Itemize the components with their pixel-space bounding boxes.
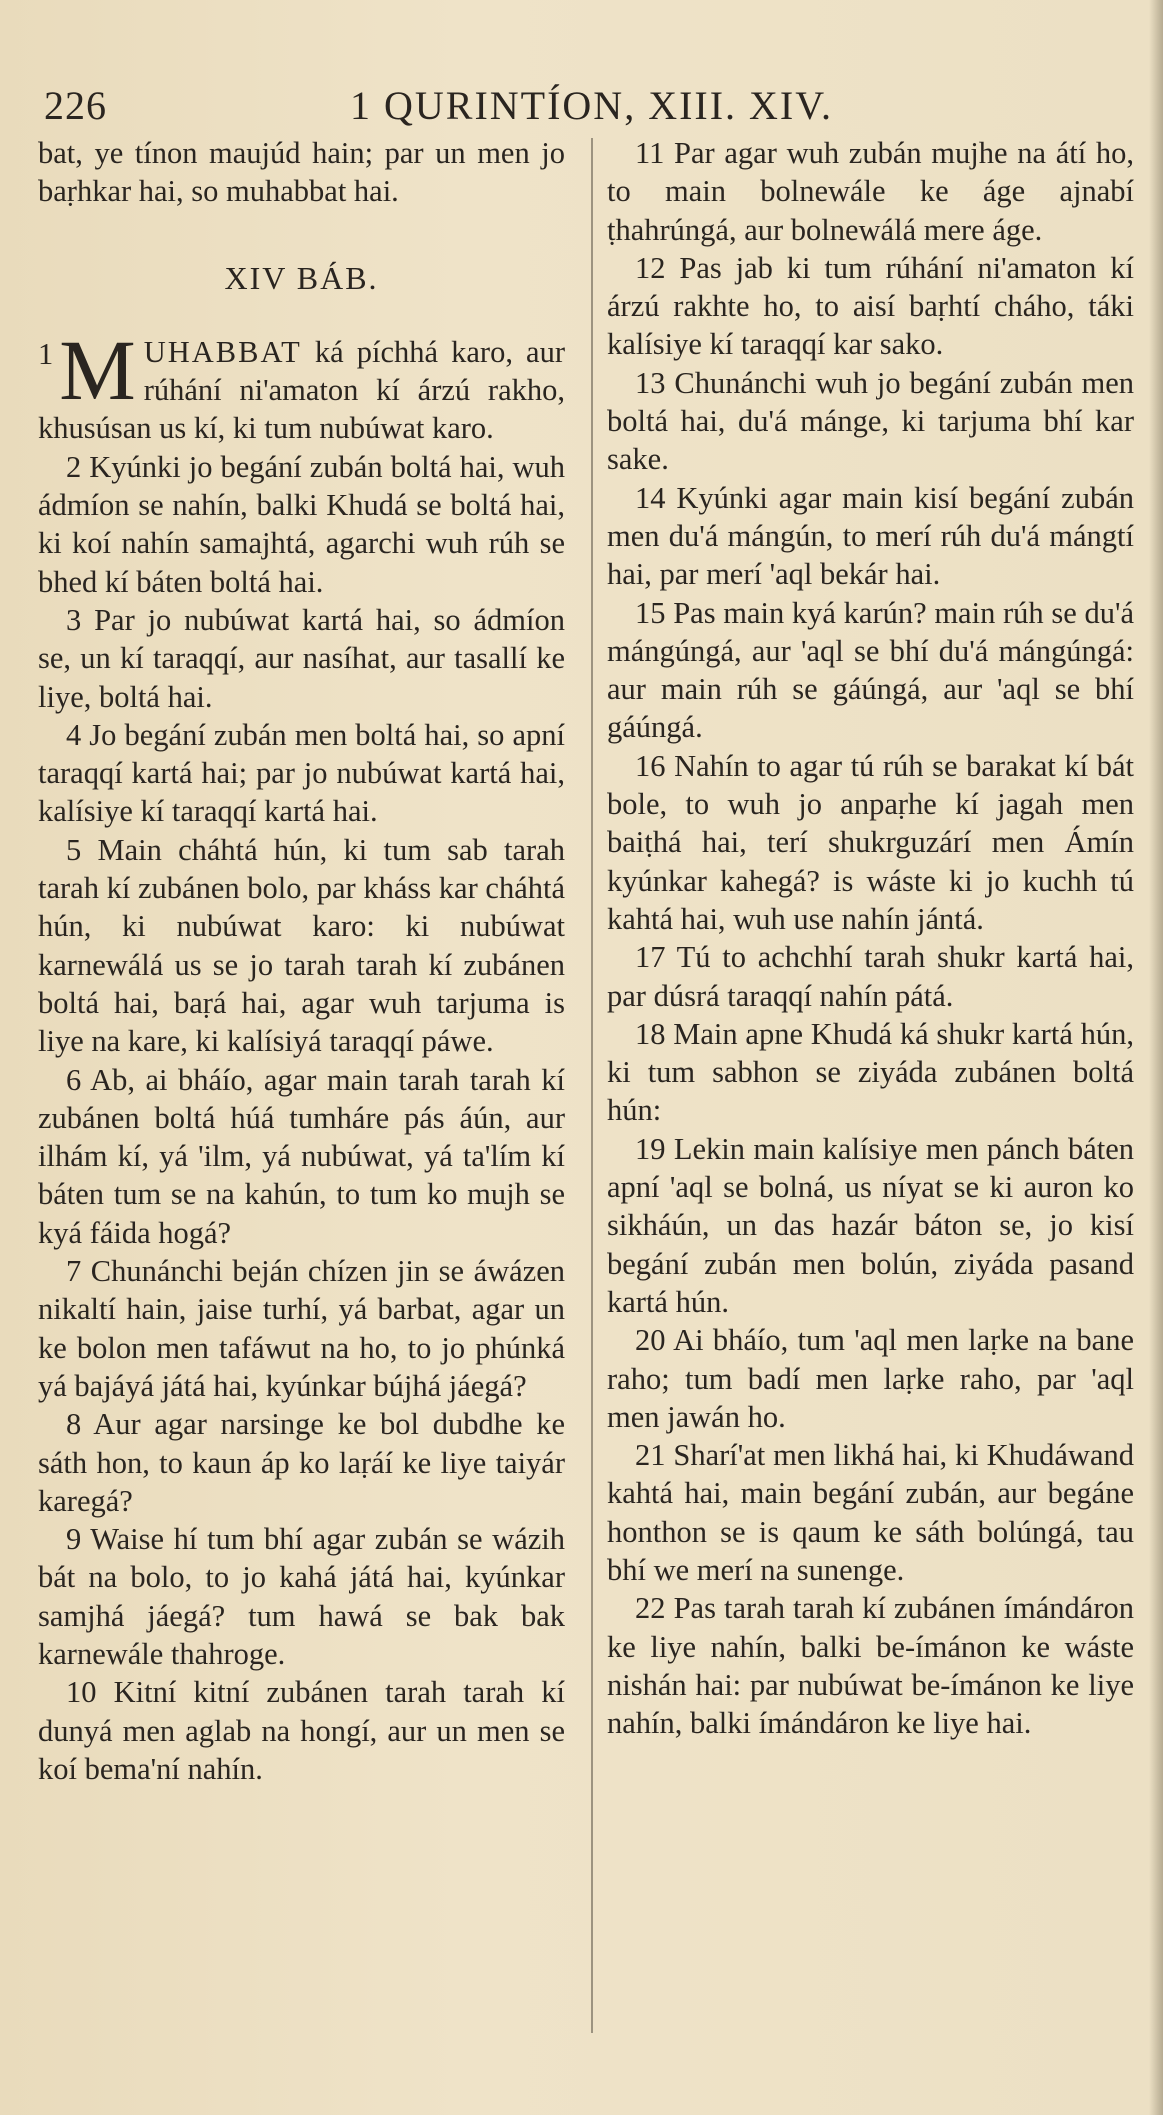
verse: 7 Chunánchi beján chízen jin se áwázen nikaltí hain, jaise turhí, yá barbat, agar un ke bolon men tafáwut na ho, to jo phúnká yá bajáyá játá hai, kyúnkar bújhá jáegá? [38, 1254, 565, 1403]
verse: 16 Nahín to agar tú rúh se barakat kí bát bole, to wuh jo anpaṛhe kí jagah men baiṭhá hai, terí shukrguzárí men Ámín kyúnkar kahegá? is wáste ki jo kuchh tú kahtá hai, wuh use nahín jántá. [607, 748, 1134, 936]
chapter-heading: XIV BÁB. [224, 259, 379, 296]
left-column [38, 134, 565, 1788]
right-column [607, 134, 1134, 1742]
verse: 10 Kitní kitní zubánen tarah tarah kí dunyá men aglab na hongí, aur un men se koí bema'ní nahín. [38, 1675, 565, 1786]
verse: 13 Chunánchi wuh jo begání zubán men boltá hai, du'á mánge, ki tarjuma bhí kar sake. [607, 365, 1134, 477]
running-head: 1 QURINTÍON, XIII. XIV. [350, 83, 833, 128]
verse: 21 Sharí'at men likhá hai, ki Khudáwand kahtá hai, main begání zubán, aur begáne honthon se is qaum ke sáth bolúngá, tau bhí we merí na sunenge. [607, 1438, 1134, 1587]
verse: 15 Pas main kyá karún? main rúh se du'á mángúngá, aur 'aql se bhí du'á mángúngá: aur main rúh se gáúngá, aur 'aql se bhí gáúngá. [607, 595, 1134, 745]
verse: 6 Ab, ai bháío, agar main tarah tarah kí zubánen boltá húá tumháre pás áún, aur ilhám kí, yá 'ilm, yá nubúwat, yá ta'lím kí báten tum se na kahún, to tum ko mujh se kyá fáida hogá? [38, 1062, 565, 1250]
verse: 20 Ai bháío, tum 'aql men laṛke na bane raho; tum badí men laṛke raho, par 'aql men jawán ho. [607, 1323, 1134, 1434]
verse: 18 Main apne Khudá ká shukr kartá hún, ki tum sabhon se ziyáda zubánen boltá hún: [607, 1016, 1134, 1128]
page-header [40, 82, 1140, 132]
verse: 8 Aur agar narsinge ke bol dubdhe ke sáth hon, to kaun áp ko laṛáí ke liye taiyár karegá? [38, 1407, 565, 1518]
verse-1 [38, 321, 565, 448]
verse: 9 Waise hí tum bhí agar zubán se wázih bát na bolo, to jo kahá játá hai, kyúnkar samjhá jáegá? tum hawá se bak bak karnewále thahroge. [38, 1522, 565, 1671]
verse-1-caps: UHABBAT [143, 334, 302, 369]
verse: 4 Jo begání zubán men boltá hai, so apní taraqqí kartá hai; par jo nubúwat kartá hai, kalísiye kí taraqqí kartá hai. [38, 717, 565, 829]
verse: 17 Tú to achchhí tarah shukr kartá hai, par dúsrá taraqqí nahín pátá. [607, 940, 1134, 1013]
verse: 3 Par jo nubúwat kartá hai, so ádmíon se, un kí taraqqí, aur nasíhat, aur tasallí ke liye, boltá hai. [38, 602, 565, 714]
verse: 19 Lekin main kalísiye men pánch báten apní 'aql se bolná, us níyat se ki auron ko sikháún, un das hazár báton se, jo kisí begání zubán men bolún, ziyáda pasand kartá hún. [607, 1131, 1134, 1319]
continuation-text: bat, ye tínon maujúd hain; par un men jo baṛhkar hai, so muhabbat hai. [38, 136, 565, 209]
verse: 5 Main cháhtá hún, ki tum sab tarah tarah kí zubánen bolo, par kháss kar cháhtá hún, ki nubúwat karo: ki nubúwat karnewálá us se jo tarah tarah kí zubánen boltá hai, baṛá hai, agar wuh tarjuma is liye na kare, ki kalísiyá taraqqí páwe. [38, 832, 565, 1059]
page-edge [1149, 0, 1163, 2115]
verse: 22 Pas tarah tarah kí zubánen ímándáron ke liye nahín, balki be-ímánon ke wáste nishán hai: par nubúwat be-ímánon ke liye nahín, balki ímándáron ke liye hai. [607, 1591, 1134, 1741]
verse: 11 Par agar wuh zubán mujhe na átí ho, to main bolnewále ke áge ajnabí ṭhahrúngá, aur bolnewálá mere áge. [607, 136, 1134, 247]
verse: 12 Pas jab ki tum rúhání ni'amaton kí árzú rakhte ho, to aisí baṛhtí cháho, táki kalísiye kí taraqqí kar sako. [607, 250, 1134, 362]
page-number: 226 [44, 83, 107, 128]
verse-1-text: ká píchhá karo, aur rúhání ni'amaton kí árzú rakho, khusúsan us kí, ki tum nubúwat karo. [38, 334, 565, 446]
verse-1-number: 1 [38, 336, 54, 371]
verse: 2 Kyúnki jo begání zubán boltá hai, wuh ádmíon se nahín, balki Khudá se boltá hai, ki koí nahín samajhtá, agarchi wuh rúh se bhed kí báten boltá hai. [38, 449, 565, 599]
verse: 14 Kyúnki agar main kisí begání zubán men du'á mángún, to merí rúh du'á mángtí hai, par merí 'aql bekár hai. [607, 480, 1134, 592]
column-divider [591, 138, 593, 2033]
drop-cap: M [59, 321, 136, 418]
